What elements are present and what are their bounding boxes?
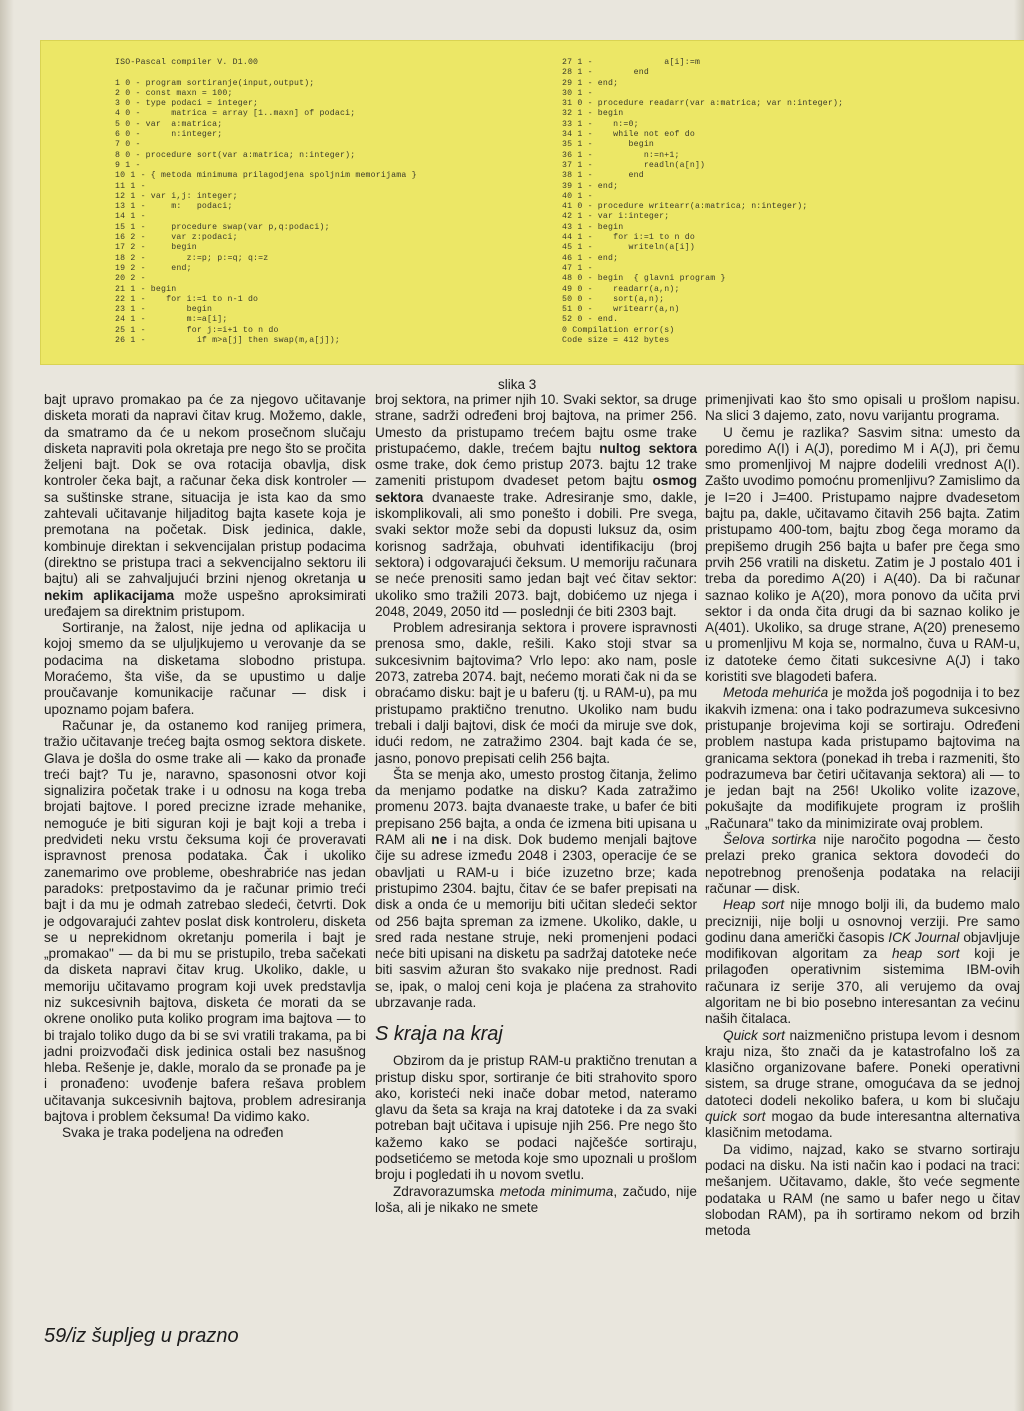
code-line: 7 0 - <box>115 140 141 150</box>
code-line: 3 0 - type podaci = integer; <box>115 99 259 109</box>
code-line: 41 0 - procedure writearr(a:matrica; n:integer); <box>562 202 808 212</box>
code-line: 45 1 - writeln(a[i]) <box>562 243 695 253</box>
paragraph: broj sektora, na primer njih 10. Svaki sektor, sa druge strane, sadrži određeni broj bajtova, na primer 256. Umesto da pristupamo trećem bajtu osme trake pristupaćemo, dakle, trećem bajtu nultog sektora osme trake, dok ćemo pristup 2073. bajtu 12 trake zameniti pristupom dvadeset petom bajtu osmog sektora dvanaeste trake. Adresiranje smo, dakle, iskomplikovali, ali smo ponešto i dobili. Pre svega, svaki sektor može sebi da dopusti luksuz da, osim korisnog sadržaja, obuhvati identifikaciju (broj sektora) i odgovarajući čeksum. U memoriju računara se neće prenositi samo jedan bajt već čitav sektor: ukoliko smo tražili 2073. bajt, dobićemo uz njega i 2048, 2049, 2050 itd — poslednji će biti 2303 bajt. <box>375 392 698 619</box>
code-line: 17 2 - begin <box>115 243 197 253</box>
code-line: 44 1 - for i:=1 to n do <box>562 233 695 243</box>
code-line: 25 1 - for j:=i+1 to n do <box>115 325 279 335</box>
code-line: 51 0 - writearr(a,n) <box>562 305 680 315</box>
code-line: 6 0 - n:integer; <box>115 130 223 140</box>
paragraph: Računar je, da ostanemo kod ranijeg primera, tražio učitavanje trećeg bajta osmog sektora diskete. Glava je došla do osme trake ali — kako da pronađe treći bajt? Tu je, naravno, spasonosni otvor koji signalizira početak trake i u odnosu na koga treba brojati bajtove. I pored precizne izrade mehanike, nemoguće je biti siguran koji je bajt koji a treba i predvideti neku vrstu čeksuma koji će proveravati ispravnost prenosa podataka. Čak i ukoliko zanemarimo ove probleme, obeshrabriće nas jedan paradoks: pretpostavimo da je računar primio treći bajt i da mu je odmah zatrebao sledeći, četvrti. Dok je odgovarajući zahtev poslat disk kontroleru, disketa se u neprekidnom okretanju pomerila i bajt je „promakao" — da bi mu se pristupilo, treba sačekati da disketa napravi čitav krug. Ukoliko, dakle, u memoriju učitavamo program koji uvek predstavlja niz sukcesivnih bajtova, disketa će morati da se okrene onoliko puta koliko program ima bajtova — to bi trajalo toliko dugo da bi se svi vratili trakama, pa bi jadni proizvođači disk jedinica ostali bez nasušnog hleba. Rešenje je, dakle, moralo da se pronađe pa je i pronađeno: uvođenje bafera rešava problem učitavanja sukcesivnih bajtova, problem adresiranja bajtova i problem čeksuma! Da vidimo kako. <box>44 717 366 1125</box>
code-line: 38 1 - end <box>562 171 644 181</box>
code-listing-left-column <box>115 58 417 346</box>
paragraph: U čemu je razlika? Sasvim sitna: umesto da poredimo A(I) i A(J), poredimo M i A(J), pri čemu smo promenljivoj M najpre dodelili vrednost A(I). Zašto uvodimo pomoćnu promenljivu? Zamislimo da je I=20 i J=400. Pristupamo najpre dvadesetom bajtu pa, dakle, učitavamo čitavih 256 bajta. Zatim pristupamo 400-tom, bajtu zbog čega moramo da prepišemo drugih 256 bajta u bafer pre čega smo prvih 256 vratili na disketu. Zatim je J postalo 401 i treba da poredimo A(20) i A(40). Da bi računar saznao koliko je A(20), mora ponovo da učita prvi sektor i da onda čita drugi da bi saznao koliko je A(401). Ukoliko, sa druge strane, A(20) prenesemo u promenljivu M koja se, normalno, čuva u RAM-u, iz datoteke ćemo čitati sukcesivne A(J) i tako koristiti sve blagodeti bafera. <box>705 424 1020 685</box>
page-footer: 59/iz šupljeg u prazno <box>44 1325 239 1347</box>
code-line: 31 0 - procedure readarr(var a:matrica; var n:integer); <box>562 99 844 109</box>
code-line: 32 1 - begin <box>562 109 624 119</box>
paragraph: Zdravorazumska metoda minimuma, začudo, nije loša, ali je nikako ne smete <box>375 1183 697 1215</box>
code-line <box>115 68 417 78</box>
code-line: 14 1 - <box>115 212 146 222</box>
code-line: 48 0 - begin { glavni program } <box>562 274 726 284</box>
code-line: 21 1 - begin <box>115 284 177 294</box>
code-line: 35 1 - begin <box>562 140 655 150</box>
article-column-3 <box>705 392 1020 1239</box>
article-column-1 <box>44 392 366 1142</box>
paragraph: bajt upravo promakao pa će za njegovo učitavanje disketa morati da napravi čitav krug. Možemo, dakle, da smatramo da će u nekom prosečnom slučaju disketa napraviti pola okretaja pre nego što se pročita željeni bajt. Dok se ova rotacija obavlja, disk kontroler čeka bajt, a računar čeka disk kontroler — sa suštinske strane, situacija je ista kao da smo zahtevali učitavanje hiljaditog bajta kasete koja je premotana na početak. Disk jedinica, dakle, kombinuje direktan i sekvencijalan pristup podacima (direktno se pristupa traci a sekvencijalno sektoru ili bajtu) ali se zahvaljujući brzini njenog okretanja u nekim aplikacijama može uspešno aproksimirati uređajem sa direktnim pristupom. <box>44 392 367 619</box>
code-line: 40 1 - <box>562 191 593 201</box>
paragraph: Problem adresiranja sektora i provere ispravnosti prenosa smo, dakle, rešili. Kako stoji stvar sa sukcesivnim bajtovima? Vrlo lepo: ako nam, posle 2073, zatreba 2074. bajt, nećemo morati čak ni da se obraćamo disku: bajt je u baferu (tj. u RAM-u), pa mu pristupamo praktično trenutno. Ukoliko nam budu trebali i dalji bajtovi, disk će moći da miruje sve dok, idući redom, ne zatražimo 2304. bajt kada će se, jasno, ponovo prepisati celih 256 bajta. <box>375 620 697 766</box>
code-line: 24 1 - m:=a[i]; <box>115 315 228 325</box>
code-line: 4 0 - matrica = array [1..maxn] of podaci; <box>115 109 356 119</box>
code-line: Code size = 412 bytes <box>562 336 670 346</box>
code-line: 11 1 - <box>115 181 146 191</box>
code-line: 42 1 - var i:integer; <box>562 212 670 222</box>
code-line: ISO-Pascal compiler V. D1.00 <box>115 58 259 67</box>
code-line: 12 1 - var i,j: integer; <box>115 191 238 201</box>
code-line: 22 1 - for i:=1 to n-1 do <box>115 294 259 304</box>
article-column-2 <box>375 392 697 1216</box>
paragraph: Svaka je traka podeljena na određen <box>62 1125 284 1141</box>
page-edge-left <box>0 0 14 1411</box>
code-line: 36 1 - n:=n+1; <box>562 150 680 160</box>
code-line: 18 2 - z:=p; p:=q; q:=z <box>115 253 269 263</box>
paragraph: Heap sort nije mnogo bolji ili, da budemo malo precizniji, nije bolji u osnovnoj verziji. Pre samo godinu dana američki časopis ICK Journal objavljuje modifikovan algoritam za heap sort koji je prilagođen operativnim sistemima IBM-ovih računara iz serije 370, ali verujemo da ovaj algoritam ne bi bio posebno interesantan za većinu naših čitalaca. <box>705 897 1021 1027</box>
code-line: 29 1 - end; <box>562 78 619 88</box>
code-line: 5 0 - var a:matrica; <box>115 119 223 129</box>
code-line: 13 1 - m: podaci; <box>115 202 233 212</box>
code-line: 8 0 - procedure sort(var a:matrica; n:integer); <box>115 150 356 160</box>
paragraph: Metoda mehurića je možda još pogodnija i to bez ikakvih izmena: ona i tako podrazumeva sukcesivno pristupanje brojevima koji se sortiraju. Određeni problem nastupa kada pristupamo bajtovima na granicama sektora (ponekad ih treba i razmeniti, što podrazumeva bar četiri učitavanja sektora) ali — to je jedan bajt na 256! Ukoliko volite izazove, pokušajte da modifikujete program iz prošlih „Računara" tako da minimizirate ovaj problem. <box>705 685 1020 831</box>
code-line: 19 2 - end; <box>115 263 192 273</box>
code-line: 46 1 - end; <box>562 253 619 263</box>
code-listing-right-column <box>562 58 843 346</box>
code-line: 33 1 - n:=0; <box>562 119 639 129</box>
code-line: 49 0 - readarr(a,n); <box>562 284 680 294</box>
paragraph: Šta se menja ako, umesto prostog čitanja, želimo da menjamo podatke na disku? Kada zatražimo promenu 2073. bajta dvanaeste trake, u bafer će biti prepisano 256 bajta, a onda će izmena biti upisana u RAM ali ne i na disk. Dok budemo menjali bajtove čije su adrese između 2048 i 2303, operacije će se obavljati u RAM-u i biće izuzetno brze; kada pristupimo 2304. bajtu, čitav će se bafer prepisati na disk a onda će u memoriju biti učitan sledeći sektor od 256 bajta spreman za izmene. Ukoliko, dakle, u sred rada nestane struje, neki promenjeni podaci neće biti upisani na disketu pa sadržaj datoteke neće biti sasvim ažuran što svakako nije prednost. Radi se, ipak, o maloj ceni koja je plaćena za strahovito ubrzavanje rada. <box>375 766 698 1010</box>
section-heading: S kraja na kraj <box>375 1023 503 1046</box>
code-line: 20 2 - <box>115 274 146 284</box>
code-line: 52 0 - end. <box>562 315 619 325</box>
code-line: 47 1 - <box>562 263 593 273</box>
code-line: 43 1 - begin <box>562 222 624 232</box>
code-line: 27 1 - a[i]:=m <box>562 58 701 67</box>
code-line: 37 1 - readln(a[n]) <box>562 160 706 170</box>
figure-caption: slika 3 <box>498 377 537 392</box>
code-line: 15 1 - procedure swap(var p,q:podaci); <box>115 222 330 232</box>
code-line: 0 Compilation error(s) <box>562 325 675 335</box>
code-line: 23 1 - begin <box>115 305 213 315</box>
code-line: 39 1 - end; <box>562 181 619 191</box>
code-line: 30 1 - <box>562 88 593 98</box>
paragraph: Quick sort naizmenično pristupa levom i desnom kraju niza, što znači da je katastrofalno loš za klasično organizovane bafere. Poneki operativni sistem, sa druge strane, omogućava da se jednoj datoteci dodeli nekoliko bafera, u kom bi slučaju quick sort mogao da bude interesantna alternativa klasičnim metodama. <box>705 1027 1021 1141</box>
paragraph: Obzirom da je pristup RAM-u praktično trenutan a pristup disku spor, sortiranje će biti strahovito sporo ako, koristeći neki inače dobar metod, nateramo glavu da šeta sa kraja na kraj datoteke i da za svaki potreban bajt učitava i upisuje njih 256. Pre nego što kažemo kako se podaci najčešće sortiraju, podsetićemo se metoda koje smo upoznali u prošlom broju i pogledati ih u novom svetlu. <box>375 1053 697 1183</box>
code-line: 10 1 - { metoda minimuma prilagodjena spoljnim memorijama } <box>115 171 417 181</box>
code-listing-figure <box>40 40 1024 365</box>
code-line: 26 1 - if m>a[j] then swap(m,a[j]); <box>115 336 340 346</box>
code-line: 50 0 - sort(a,n); <box>562 294 665 304</box>
paragraph: Da vidimo, najzad, kako se stvarno sortiraju podaci na disku. Na isti način kao i podaci na traci: mešanjem. Učitavamo, dakle, što veće segmente podataka u RAM (ne samo u bafer nego u čitav slobodan RAM), pa ih sortiramo nekom od brzih metoda <box>705 1141 1020 1239</box>
code-line: 28 1 - end <box>562 68 649 78</box>
code-line: 34 1 - while not eof do <box>562 130 695 140</box>
paragraph: primenjivati kao što smo opisali u prošlom napisu. Na slici 3 dajemo, zato, novu varijantu programa. <box>705 392 1020 424</box>
paragraph: Šelova sortirka nije naročito pogodna — često prelazi preko granica sektora dovodeći do nepotrebnog prenošenja podataka na relaciji računar — disk. <box>705 832 1020 896</box>
code-line: 9 1 - <box>115 160 141 170</box>
paragraph: Sortiranje, na žalost, nije jedna od aplikacija u kojoj smemo da se uljuljkujemo u verovanje da se podacima na disketama slobodno pristupa. Moraćemo, šta više, da se upustimo u dalje proučavanje komunikacije računar — disk i upoznamo pojam bafera. <box>44 620 366 717</box>
code-line: 16 2 - var z:podaci; <box>115 233 238 243</box>
code-line: 2 0 - const maxn = 100; <box>115 88 233 98</box>
code-line: 1 0 - program sortiranje(input,output); <box>115 78 315 88</box>
